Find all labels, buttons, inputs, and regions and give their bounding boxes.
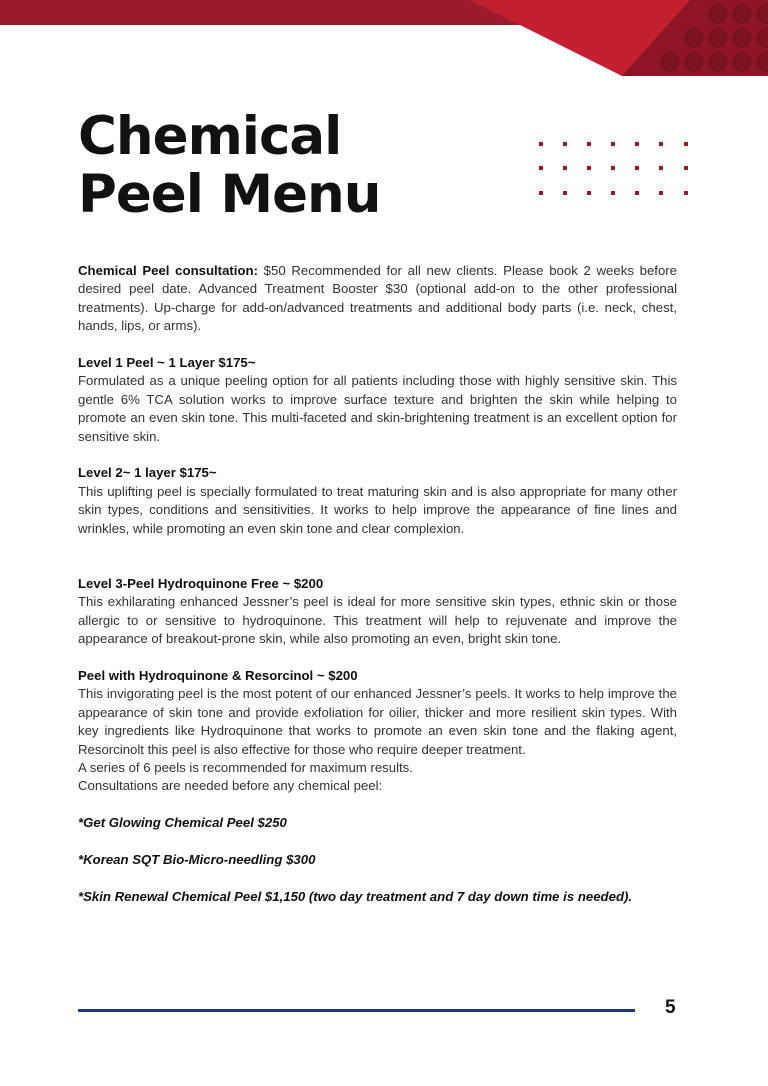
section-heading: Level 3-Peel Hydroquinone Free ~ $200 <box>78 575 324 591</box>
section-heading: Peel with Hydroquinone & Resorcinol ~ $200 <box>78 667 358 683</box>
page-title <box>78 108 381 224</box>
consultation-text: $50 Recommended for all new clients. Please book 2 weeks before desired peel date. Advanced Treatment Booster $30 (optional add-on to the other professional treatments). Up-charge for add-on/advanced treatments and additional body parts (i.e. neck, chest, hands, lips, or arms). <box>78 263 678 334</box>
section-heading: Level 1 Peel ~ 1 Layer $175~ <box>78 355 256 371</box>
section-body: Formulated as a unique peeling option for all patients including those with highly sensitive skin. This gentle 6% TCA solution works to improve surface texture and brighten the skin while helping to promote an even skin tone. This multi-faceted and skin-brightening treatment is an excellent option for sensitive skin. <box>78 373 677 444</box>
menu-content <box>78 262 677 906</box>
section-body: This invigorating peel is the most potent of our enhanced Jessner’s peels. It works to help improve the appearance of skin tone and provide exfoliation for oilier, thicker and more resilient skin types. With key ingredients like Hydroquinone that works to promote an even skin tone and the flaking agent, Resorcinolt this peel is also effective for those who require deeper treatment. <box>78 686 677 757</box>
section-body: This exhilarating enhanced Jessner’s peel is ideal for more sensitive skin types, ethnic skin or those allergic to or sensitive to hydroquinone. This treatment will help to rejuvenate and improve the appearance of breakout-prone skin, while also promoting an even, bright skin tone. <box>78 594 677 647</box>
offer-item: *Get Glowing Chemical Peel $250 <box>78 815 287 831</box>
section-body: This uplifting peel is specially formulated to treat maturing skin and is also appropriate for many other skin types, conditions and sensitivities. It works to help improve the appearance of fine lines and wrinkles, while promoting an even skin tone and clear complexion. <box>78 483 677 536</box>
title-line-1: Chemical <box>78 106 342 167</box>
offer-item: *Skin Renewal Chemical Peel $1,150 (two day treatment and 7 day down time is needed). <box>78 888 633 904</box>
dot-grid-decoration <box>534 137 704 207</box>
consultation-paragraph <box>78 262 677 336</box>
title-line-2: Peel Menu <box>78 164 381 225</box>
series-note: A series of 6 peels is recommended for maximum results. <box>78 759 413 775</box>
section-heading: Level 2~ 1 layer $175~ <box>78 465 217 481</box>
header-decoration <box>0 0 768 80</box>
consult-note: Consultations are needed before any chemical peel: <box>78 778 383 794</box>
page-number: 5 <box>665 997 676 1018</box>
offer-item: *Korean SQT Bio-Micro-needling $300 <box>78 851 316 867</box>
consultation-label: Chemical Peel consultation: <box>78 263 258 278</box>
footer-divider <box>78 1009 635 1012</box>
